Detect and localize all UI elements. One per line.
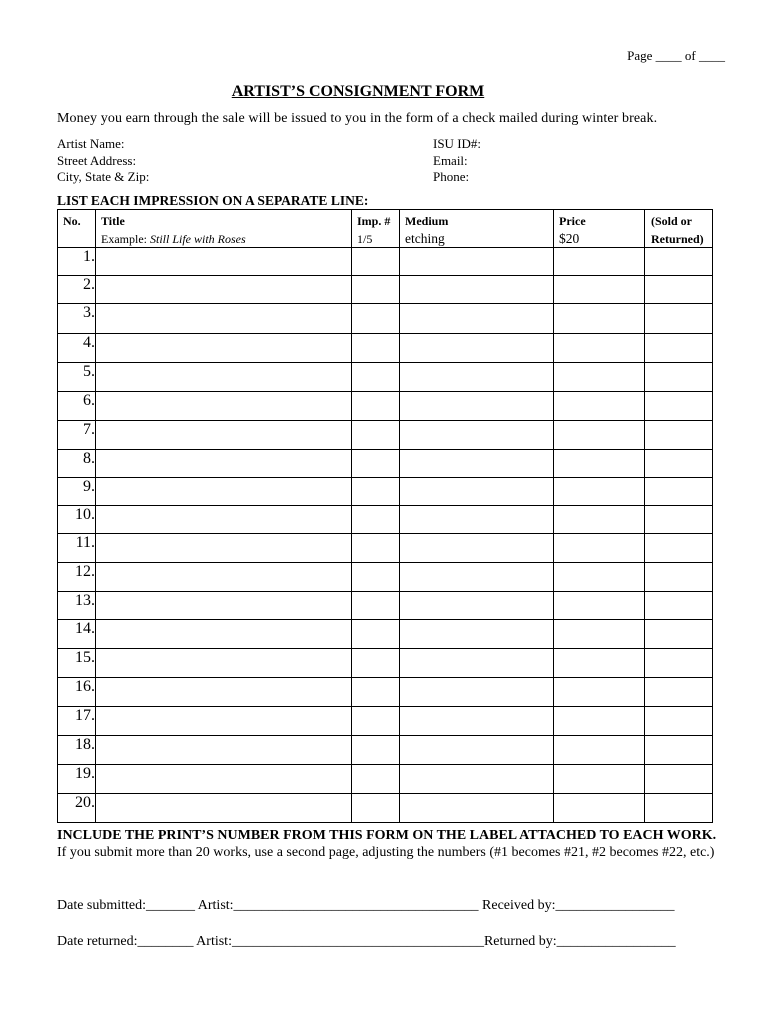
price-cell[interactable] [554,450,645,478]
imp-cell[interactable] [352,563,400,592]
row-number: 13. [58,592,96,620]
medium-cell[interactable] [400,765,554,794]
title-cell[interactable] [96,304,352,334]
title-cell[interactable] [96,392,352,421]
table-row [58,649,713,678]
title-cell[interactable] [96,276,352,304]
imp-cell[interactable] [352,649,400,678]
row-number: 3. [58,304,96,334]
title-cell[interactable] [96,534,352,563]
imp-cell[interactable] [352,736,400,765]
page-number-label: Page ____ of ____ [627,48,725,63]
title-example: Still Life with Roses [149,232,246,246]
title-cell[interactable] [96,563,352,592]
artist-info-right [433,136,481,186]
header-status: (Sold or Returned) [645,210,713,248]
status-cell[interactable] [645,736,713,765]
table-row [58,765,713,794]
medium-cell[interactable] [400,794,554,823]
imp-cell[interactable] [352,478,400,506]
status-cell[interactable] [645,794,713,823]
title-cell[interactable] [96,506,352,534]
title-cell[interactable] [96,334,352,363]
title-cell[interactable] [96,478,352,506]
row-number: 16. [58,678,96,707]
isu-id-label: ISU ID#: [433,136,482,151]
price-cell[interactable] [554,678,645,707]
title-cell[interactable] [96,592,352,620]
table-row [58,592,713,620]
status-cell[interactable] [645,392,713,421]
imp-cell[interactable] [352,450,400,478]
medium-cell[interactable] [400,506,554,534]
consignment-table [57,209,713,823]
title-cell[interactable] [96,421,352,450]
artist-name-label: Artist Name: [57,136,125,151]
row-number: 7. [58,421,96,450]
status-cell[interactable] [645,592,713,620]
imp-cell[interactable] [352,392,400,421]
price-cell[interactable] [554,736,645,765]
table-row [58,334,713,363]
title-cell[interactable] [96,765,352,794]
row-number: 6. [58,392,96,421]
imp-cell[interactable] [352,248,400,276]
imp-cell[interactable] [352,678,400,707]
price-cell[interactable] [554,794,645,823]
header-title: Title Example: Still Life with Roses [96,210,352,248]
date-submitted-line: Date submitted:_______ Artist:___________________________________ Received by:_________________ [57,898,675,913]
intro-text: Money you earn through the sale will be issued to you in the form of a check mailed during winter break. [57,111,658,126]
table-row [58,304,713,334]
status-cell[interactable] [645,534,713,563]
table-row [58,363,713,392]
row-number: 14. [58,620,96,649]
imp-cell[interactable] [352,794,400,823]
footer-normal-text: If you submit more than 20 works, use a second page, adjusting the numbers (#1 becomes #21, #2 becomes #22, etc.) [57,845,715,860]
medium-cell[interactable] [400,248,554,276]
table-row [58,506,713,534]
status-cell[interactable] [645,304,713,334]
medium-cell[interactable] [400,707,554,736]
status-cell[interactable] [645,678,713,707]
table-row [58,678,713,707]
medium-cell[interactable] [400,334,554,363]
row-number: 10. [58,506,96,534]
imp-cell[interactable] [352,506,400,534]
price-cell[interactable] [554,421,645,450]
title-cell[interactable] [96,450,352,478]
imp-cell[interactable] [352,421,400,450]
price-cell[interactable] [554,248,645,276]
status-cell[interactable] [645,707,713,736]
medium-cell[interactable] [400,649,554,678]
medium-cell[interactable] [400,363,554,392]
status-cell[interactable] [645,478,713,506]
imp-cell[interactable] [352,707,400,736]
header-price: Price $20 [554,210,645,248]
imp-example: 1/5 [357,232,373,246]
price-cell[interactable] [554,506,645,534]
status-cell[interactable] [645,450,713,478]
header-imp: Imp. # 1/5 [352,210,400,248]
row-number: 19. [58,765,96,794]
price-cell[interactable] [554,304,645,334]
imp-cell[interactable] [352,334,400,363]
artist-info-left [57,136,149,186]
price-cell[interactable] [554,620,645,649]
row-number: 2. [58,276,96,304]
medium-cell[interactable] [400,592,554,620]
table-row [58,620,713,649]
status-cell[interactable] [645,421,713,450]
row-number: 11. [58,534,96,563]
table-header-row [58,210,713,248]
imp-cell[interactable] [352,276,400,304]
status-cell[interactable] [645,363,713,392]
status-cell[interactable] [645,563,713,592]
table-row [58,478,713,506]
title-cell[interactable] [96,248,352,276]
medium-cell[interactable] [400,620,554,649]
medium-cell[interactable] [400,421,554,450]
form-title: ARTIST’S CONSIGNMENT FORM [231,83,485,100]
price-cell[interactable] [554,592,645,620]
title-cell[interactable] [96,620,352,649]
status-cell[interactable] [645,649,713,678]
header-medium: Medium etching [400,210,554,248]
table-row [58,276,713,304]
title-cell[interactable] [96,678,352,707]
title-cell[interactable] [96,707,352,736]
medium-cell[interactable] [400,678,554,707]
price-cell[interactable] [554,363,645,392]
row-number: 12. [58,563,96,592]
table-row [58,248,713,276]
title-cell[interactable] [96,736,352,765]
city-state-zip-label: City, State & Zip: [57,169,150,184]
row-number: 5. [58,363,96,392]
row-number: 18. [58,736,96,765]
status-cell[interactable] [645,620,713,649]
price-cell[interactable] [554,563,645,592]
table-row [58,450,713,478]
row-number: 15. [58,649,96,678]
row-number: 4. [58,334,96,363]
table-row [58,421,713,450]
price-example: $20 [559,231,580,246]
table-row [58,392,713,421]
price-cell[interactable] [554,707,645,736]
medium-cell[interactable] [400,392,554,421]
row-number: 1. [58,248,96,276]
medium-cell[interactable] [400,304,554,334]
table-row [58,707,713,736]
status-cell[interactable] [645,765,713,794]
price-cell[interactable] [554,276,645,304]
medium-cell[interactable] [400,736,554,765]
footer-note [57,827,727,861]
row-number: 8. [58,450,96,478]
email-label: Email: [433,152,468,168]
imp-cell[interactable] [352,304,400,334]
table-row [58,534,713,563]
medium-cell[interactable] [400,450,554,478]
status-cell[interactable] [645,248,713,276]
title-example-prefix: Example: [101,232,150,246]
price-cell[interactable] [554,534,645,563]
medium-example: etching [405,231,445,246]
medium-cell[interactable] [400,276,554,304]
price-cell[interactable] [554,478,645,506]
row-number: 20. [58,794,96,823]
imp-cell[interactable] [352,534,400,563]
imp-cell[interactable] [352,765,400,794]
title-cell[interactable] [96,363,352,392]
row-number: 9. [58,478,96,506]
title-cell[interactable] [96,649,352,678]
price-cell[interactable] [554,334,645,363]
status-cell[interactable] [645,506,713,534]
status-cell[interactable] [645,334,713,363]
price-cell[interactable] [554,649,645,678]
imp-cell[interactable] [352,592,400,620]
table-row [58,794,713,823]
title-cell[interactable] [96,794,352,823]
status-cell[interactable] [645,276,713,304]
imp-cell[interactable] [352,620,400,649]
row-number: 17. [58,707,96,736]
phone-label: Phone: [433,169,470,184]
table-row [58,736,713,765]
table-row [58,563,713,592]
medium-cell[interactable] [400,534,554,563]
price-cell[interactable] [554,392,645,421]
price-cell[interactable] [554,765,645,794]
footer-bold-text: INCLUDE THE PRINT’S NUMBER FROM THIS FORM ON THE LABEL ATTACHED TO EACH WORK. [57,828,717,843]
date-returned-line: Date returned:________ Artist:____________________________________Returned by:_________________ [57,934,676,949]
imp-cell[interactable] [352,363,400,392]
medium-cell[interactable] [400,563,554,592]
header-no: No. [58,210,96,248]
street-address-label: Street Address: [57,152,137,168]
medium-cell[interactable] [400,478,554,506]
instruction-heading: LIST EACH IMPRESSION ON A SEPARATE LINE: [57,193,369,208]
